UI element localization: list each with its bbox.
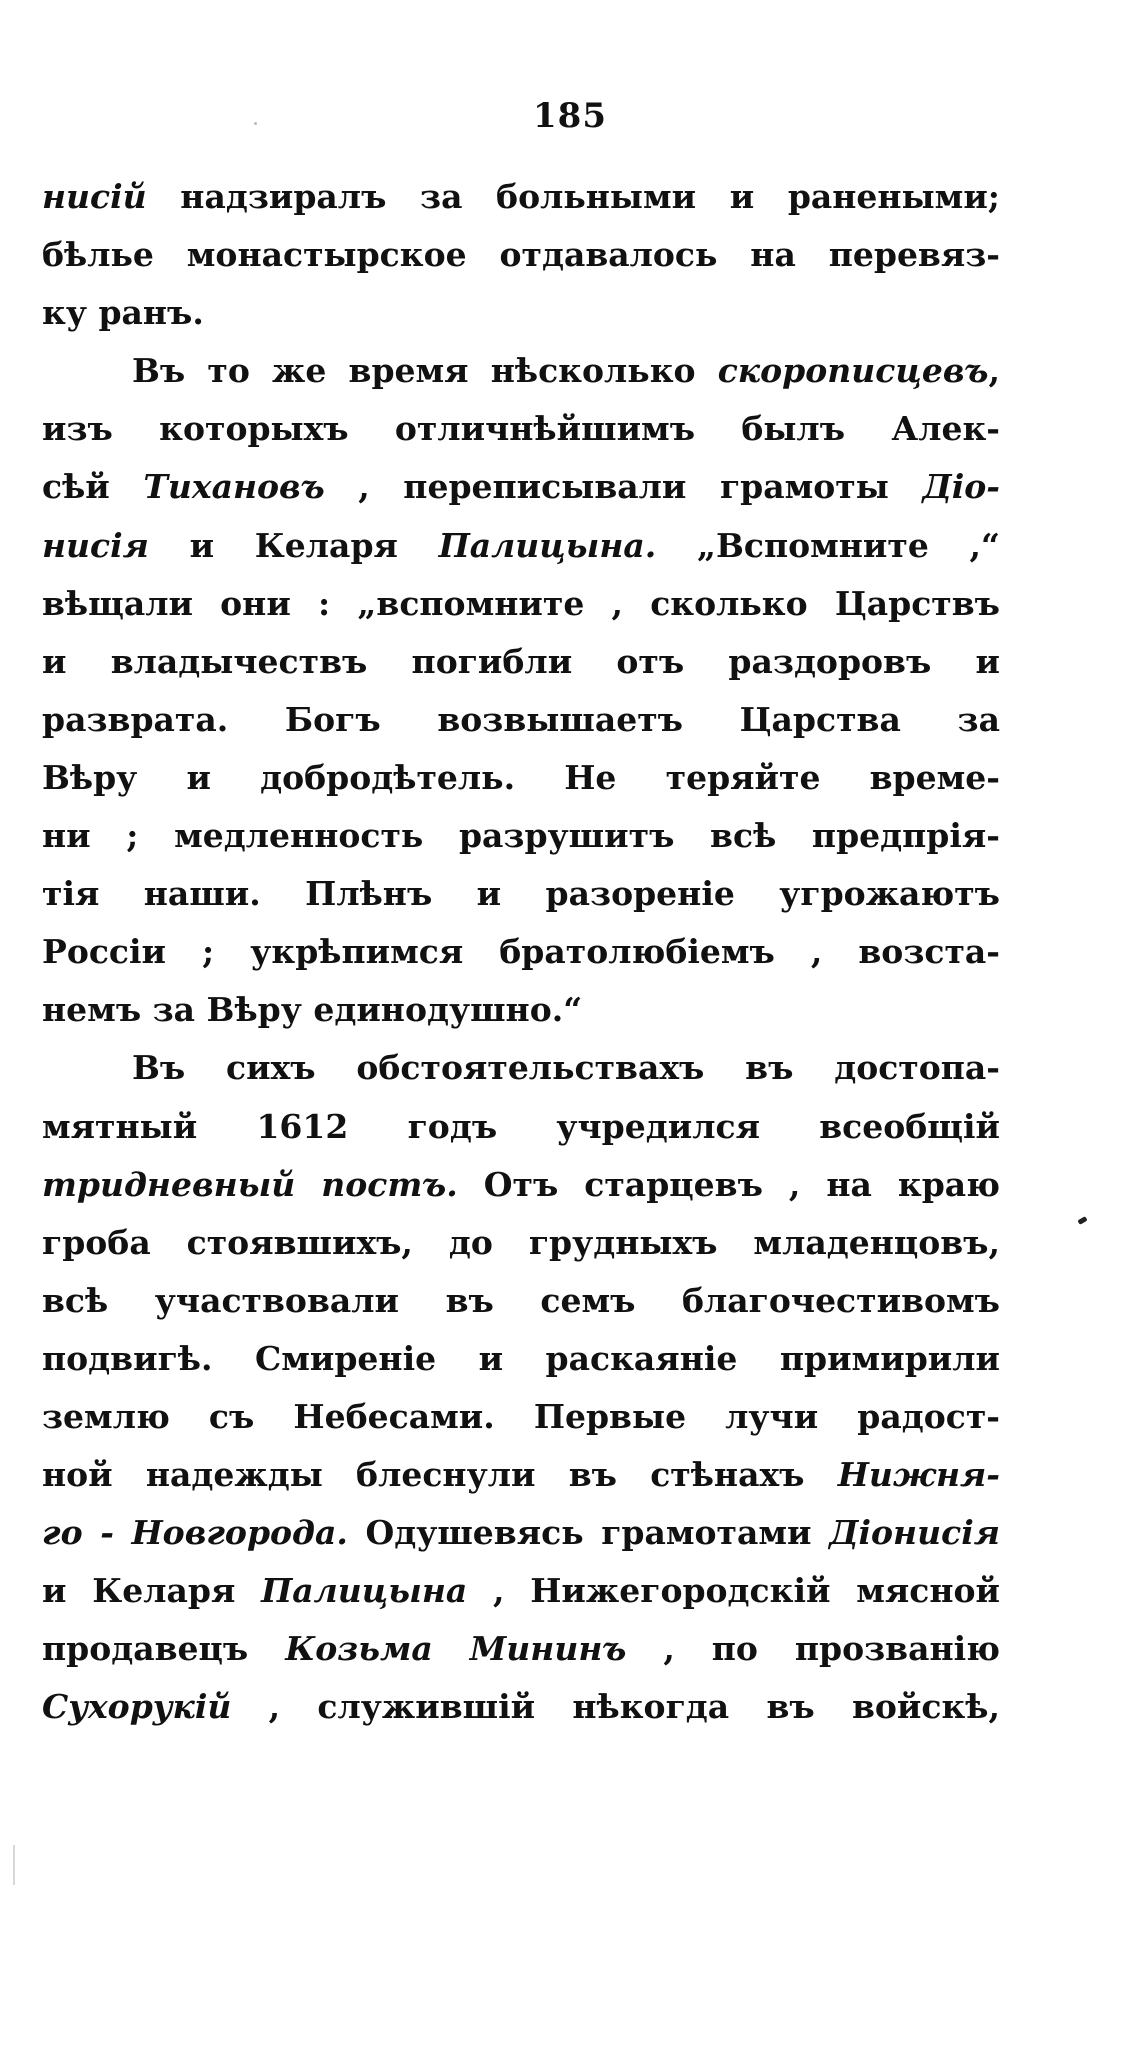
text-run: ной надежды блеснули въ стѣнахъ <box>42 1455 838 1495</box>
text-run: Россіи ; укрѣпимся братолюбіемъ , возста- <box>42 932 1000 972</box>
text-run: Одушевясь грамотами <box>347 1513 830 1553</box>
text-run: „Вспомните ,“ <box>656 525 1000 565</box>
text-run: бѣлье монастырское отдавалось на перевяз- <box>42 235 1000 275</box>
body-text <box>42 168 1000 1737</box>
italic-text-run: Нижня- <box>837 1455 1000 1495</box>
text-line <box>42 691 1000 749</box>
italic-text-run: Сухорукій <box>42 1687 232 1727</box>
text-line <box>42 575 1000 633</box>
text-run: немъ за Вѣру единодушно.“ <box>42 990 583 1030</box>
text-line <box>42 168 1000 226</box>
text-line <box>42 1504 1000 1562</box>
text-run: подвигѣ. Смиреніе и раскаяніе примирили <box>42 1338 1000 1378</box>
text-run: надзиралъ за больными и ранеными; <box>146 177 1000 216</box>
italic-text-run: Діонисія <box>829 1513 1000 1553</box>
text-line <box>42 981 1000 1039</box>
italic-text-run: Палицына <box>261 1571 468 1611</box>
text-line <box>42 1272 1000 1330</box>
text-run: мятный 1612 годъ учредился всеобщій <box>42 1106 1000 1146</box>
text-line <box>42 749 1000 807</box>
text-line <box>42 1039 1000 1097</box>
text-run: , служившій нѣкогда въ войскѣ, <box>231 1687 1000 1727</box>
italic-text-run: нисія <box>42 525 149 565</box>
text-line <box>42 517 1000 575</box>
text-run: продавецъ <box>42 1629 286 1669</box>
text-run: и Келаря <box>42 1571 262 1611</box>
text-run: изъ которыхъ отличнѣйшимъ былъ Алек- <box>42 409 1000 449</box>
text-run: Вѣру и добродѣтель. Не теряйте време- <box>42 757 1000 797</box>
text-line <box>42 284 1000 342</box>
text-line <box>42 1156 1000 1214</box>
italic-text-run: тридневный постъ. <box>42 1164 458 1204</box>
text-line <box>42 1446 1000 1504</box>
text-line <box>42 807 1000 865</box>
text-run: ку ранъ. <box>42 293 204 333</box>
text-run: гроба стоявшихъ, до грудныхъ младенцовъ, <box>42 1222 1000 1262</box>
text-run: разврата. Богъ возвышаетъ Царства за <box>42 699 1000 739</box>
italic-text-run: Палицына. <box>438 525 657 565</box>
text-run: землю съ Небесами. Первые лучи радост- <box>42 1396 1000 1436</box>
text-line <box>42 865 1000 923</box>
italic-text-run: Діо- <box>922 467 1000 507</box>
text-run: сѣй <box>42 467 144 507</box>
text-line <box>42 1620 1000 1678</box>
text-line <box>42 923 1000 981</box>
text-run: Въ сихъ обстоятельствахъ въ достопа- <box>132 1048 1000 1088</box>
text-line <box>42 226 1000 284</box>
text-run: , по прозванію <box>626 1629 1000 1669</box>
text-line <box>42 1330 1000 1388</box>
text-run: Въ то же время нѣсколько <box>132 351 718 391</box>
text-run: , <box>988 351 1000 391</box>
text-line <box>42 1678 1000 1736</box>
italic-text-run: нисій <box>42 177 147 216</box>
text-line <box>42 342 1000 400</box>
text-line <box>42 1388 1000 1446</box>
text-line <box>42 458 1000 516</box>
italic-text-run: скорописцевъ <box>717 351 989 391</box>
text-run: , переписывали грамоты <box>324 467 923 507</box>
scan-edge-mark <box>13 1845 15 1885</box>
italic-text-run: го - Новгорода. <box>42 1513 348 1553</box>
text-run: и владычествъ погибли отъ раздоровъ и <box>42 641 1000 681</box>
text-run: всѣ участвовали въ семъ благочестивомъ <box>42 1280 1000 1320</box>
text-run: вѣщали они : „вспомните , сколько Царствъ <box>42 583 1000 623</box>
text-run: тія наши. Плѣнъ и разореніе угрожаютъ <box>42 874 1000 914</box>
text-run: и Келаря <box>148 525 439 565</box>
text-line <box>42 1562 1000 1620</box>
text-line <box>42 633 1000 691</box>
text-line <box>42 400 1000 458</box>
text-run: , Нижегородскій мясной <box>467 1571 1000 1611</box>
page-number: 185 <box>533 96 607 136</box>
italic-text-run: Козьма Мининъ <box>285 1629 627 1669</box>
italic-text-run: Тихановъ <box>143 467 325 507</box>
text-run: Отъ старцевъ , на краю <box>457 1164 1000 1204</box>
text-run: ни ; медленность разрушитъ всѣ предпрія- <box>42 816 1000 856</box>
text-line <box>42 1214 1000 1272</box>
text-line <box>42 1098 1000 1156</box>
margin-mark <box>1077 1216 1087 1225</box>
